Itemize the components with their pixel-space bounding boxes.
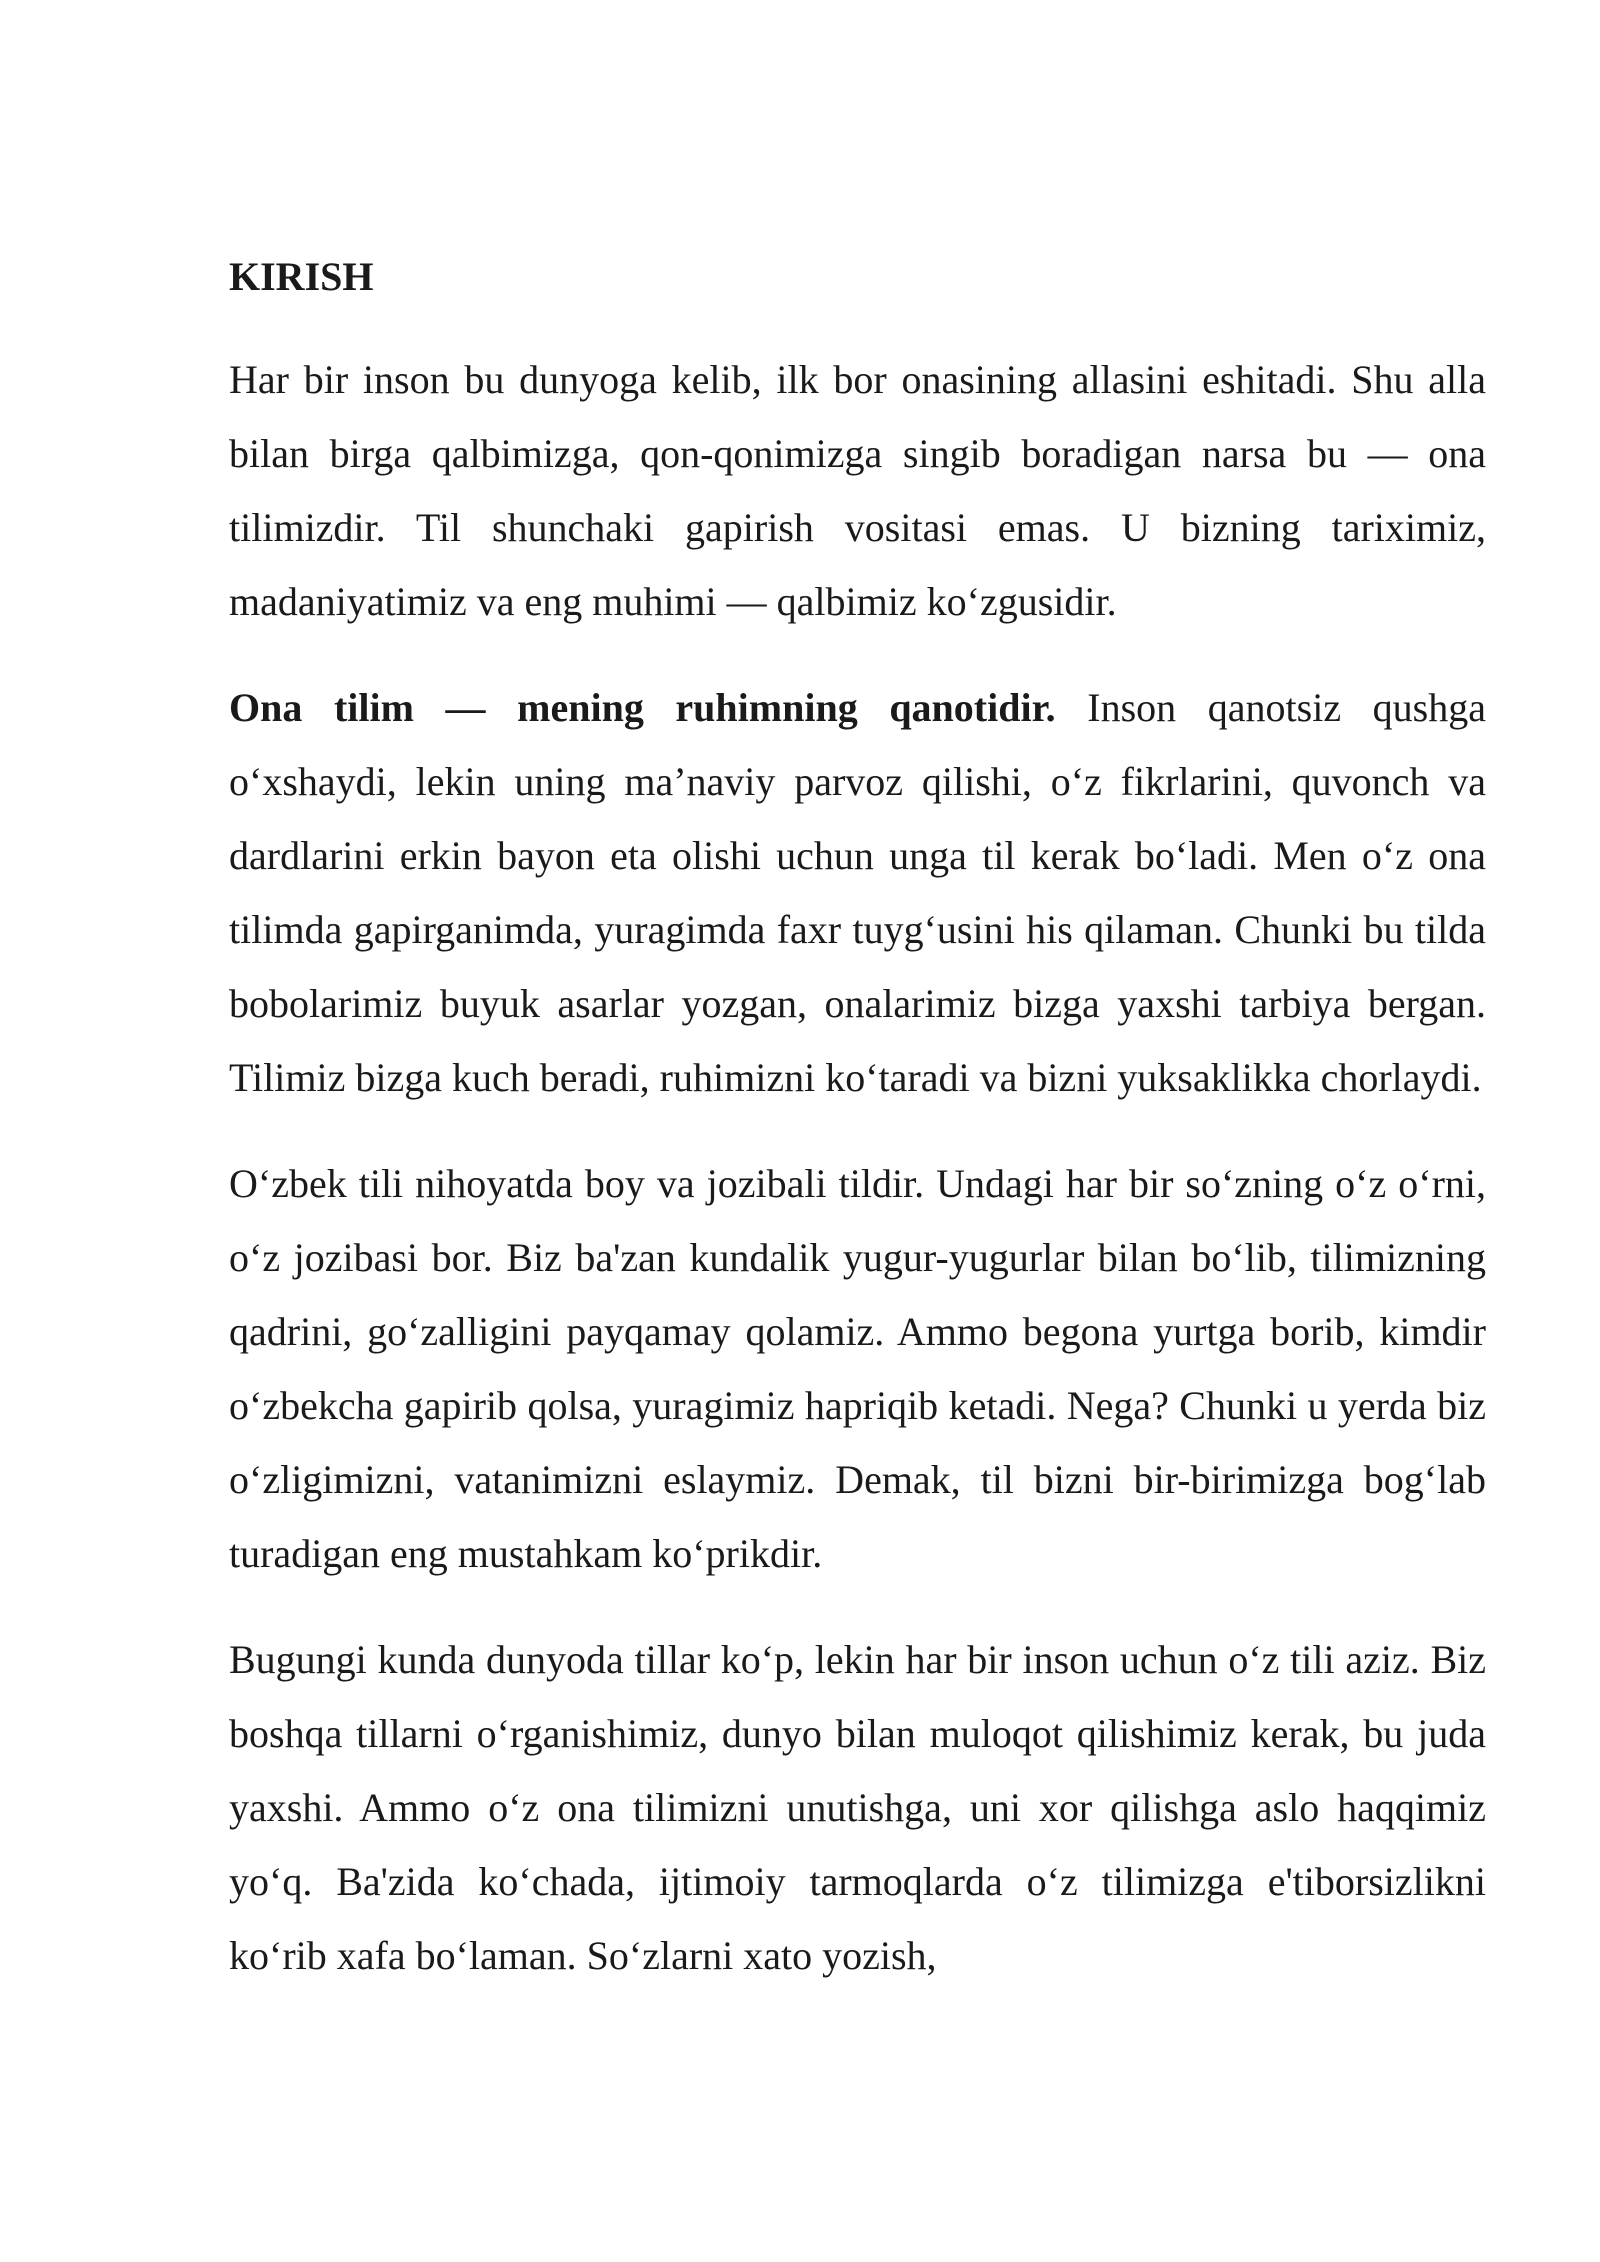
paragraph-4-text: Bugungi kunda dunyoda tillar ko‘p, lekin har bir inson uchun o‘z tili aziz. Biz boshqa tillarni o‘rganishimiz, dunyo bilan muloqot qilishimiz kerak, bu juda yaxshi. Ammo o‘z ona tilimizni unutishga, uni xor qilishga aslo haqqimiz yo‘q. Ba'zida ko‘chada, ijtimoiy tarmoqlarda o‘z tilimizga e'tiborsizlikni ko‘rib xafa bo‘laman. So‘zlarni xato yozish, <box>229 1637 1486 1978</box>
paragraph-2 <box>229 671 1486 1115</box>
paragraph-2-text: Inson qanotsiz qushga o‘xshaydi, lekin uning ma’naviy parvoz qilishi, o‘z fikrlarini, quvonch va dardlarini erkin bayon eta olishi uchun unga til kerak bo‘ladi. Men o‘z ona tilimda gapirganimda, yuragimda faxr tuyg‘usini his qilaman. Chunki bu tilda bobolarimiz buyuk asarlar yozgan, onalarimiz bizga yaxshi tarbiya bergan. Tilimiz bizga kuch beradi, ruhimizni ko‘taradi va bizni yuksaklikka chorlaydi. <box>229 685 1486 1100</box>
paragraph-1 <box>229 343 1486 639</box>
paragraph-1-text: Har bir inson bu dunyoga kelib, ilk bor onasining allasini eshitadi. Shu alla bilan birga qalbimizga, qon-qonimizga singib boradigan narsa bu — ona tilimizdir. Til shunchaki gapirish vositasi emas. U bizning tariximiz, madaniyatimiz va eng muhimi — qalbimiz ko‘zgusidir. <box>229 357 1486 624</box>
paragraph-3 <box>229 1147 1486 1591</box>
paragraph-2-lead: Ona tilim — mening ruhimning qanotidir. <box>229 685 1056 730</box>
paragraph-3-text: O‘zbek tili nihoyatda boy va jozibali tildir. Undagi har bir so‘zning o‘z o‘rni, o‘z jozibasi bor. Biz ba'zan kundalik yugur-yugurlar bilan bo‘lib, tilimizning qadrini, go‘zalligini payqamay qolamiz. Ammo begona yurtga borib, kimdir o‘zbekcha gapirib qolsa, yuragimiz hapriqib ketadi. Nega? Chunki u yerda biz o‘zligimizni, vatanimizni eslaymiz. Demak, til bizni bir-birimizga bog‘lab turadigan eng mustahkam ko‘prikdir. <box>229 1161 1486 1576</box>
section-heading: KIRISH <box>229 254 374 299</box>
document-body <box>229 244 1486 2025</box>
paragraph-4 <box>229 1623 1486 1993</box>
